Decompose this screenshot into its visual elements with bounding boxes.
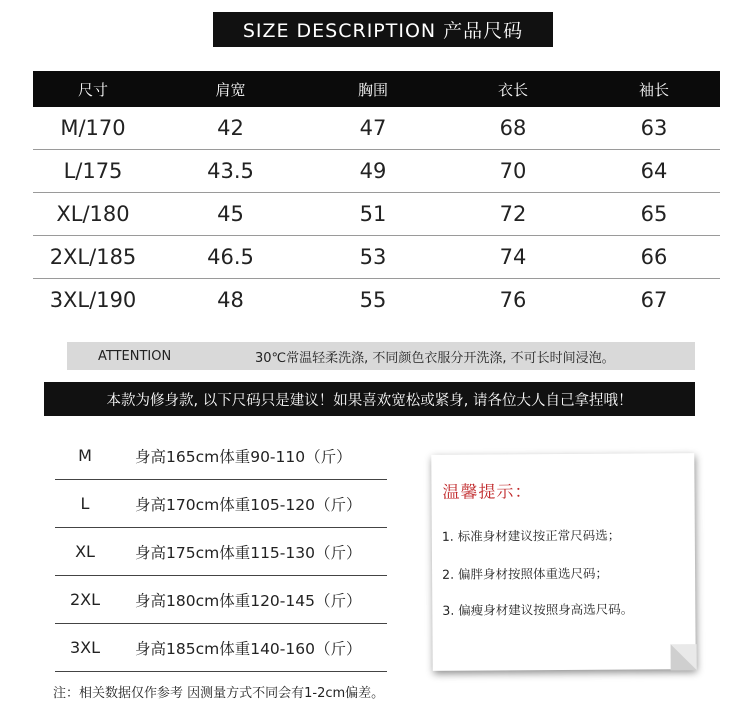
cell-length: 70 [499, 159, 527, 183]
cell-size: 2XL/185 [49, 245, 137, 269]
table-row [33, 279, 720, 321]
cell-size: M/170 [60, 116, 126, 140]
cell-chest: 53 [359, 245, 387, 269]
tips-title: 温馨提示： [442, 482, 533, 503]
header-chest: 胸围 [357, 80, 388, 99]
cell-chest: 55 [359, 288, 387, 312]
cell-sleeve: 66 [640, 245, 668, 269]
table-row [33, 107, 720, 150]
fit-size-desc: 身高170cm体重105-120（斤） [135, 495, 362, 514]
footnote: 注：相关数据仅作参考 因测量方式不同会有1-2cm偏差。 [53, 686, 385, 701]
list-item [55, 528, 387, 576]
cell-sleeve: 64 [640, 159, 668, 183]
list-item [55, 480, 387, 528]
header-sleeve: 袖长 [638, 80, 669, 99]
table-row [33, 236, 720, 279]
list-item [55, 576, 387, 624]
page-curl-decoration [671, 644, 697, 670]
size-table-header [33, 71, 720, 107]
fit-guide-list [55, 432, 387, 672]
tip-item: 1. 标准身材建议按正常尺码选； [441, 527, 621, 544]
cell-chest: 51 [359, 202, 387, 226]
fit-size-label: 2XL [69, 590, 101, 609]
cell-shoulder: 45 [217, 202, 244, 226]
header-length: 衣长 [497, 80, 528, 99]
table-row [33, 193, 720, 236]
list-item [55, 624, 387, 672]
fit-size-desc: 身高165cm体重90-110（斤） [135, 447, 352, 466]
cell-size: 3XL/190 [49, 288, 137, 312]
fit-size-label: L [80, 494, 90, 513]
fit-size-desc: 身高175cm体重115-130（斤） [135, 543, 362, 562]
attention-label: ATTENTION [98, 348, 172, 364]
tip-item: 3. 偏瘦身材建议按照身高选尺码。 [442, 601, 634, 618]
fit-size-label: XL [75, 542, 95, 561]
cell-sleeve: 63 [640, 116, 668, 140]
tips-card [431, 453, 696, 671]
cell-shoulder: 46.5 [207, 245, 254, 269]
cell-length: 76 [499, 288, 527, 312]
fit-size-label: 3XL [69, 638, 101, 657]
cell-shoulder: 43.5 [207, 159, 254, 183]
table-row [33, 150, 720, 193]
cell-sleeve: 67 [640, 288, 668, 312]
cell-length: 68 [499, 116, 527, 140]
cell-sleeve: 65 [640, 202, 668, 226]
page-title: SIZE DESCRIPTION 产品尺码 [213, 12, 553, 47]
fit-notice-bar: 本款为修身款, 以下尺码只是建议！如果喜欢宽松或紧身, 请各位大人自己拿捏哦！ [44, 382, 695, 416]
cell-length: 72 [499, 202, 527, 226]
size-table [33, 71, 720, 321]
cell-chest: 49 [359, 159, 387, 183]
cell-shoulder: 48 [217, 288, 244, 312]
fit-size-desc: 身高180cm体重120-145（斤） [135, 591, 362, 610]
attention-bar [67, 342, 695, 370]
fit-size-label: M [78, 446, 92, 465]
cell-shoulder: 42 [217, 116, 244, 140]
attention-text: 30℃常温轻柔洗涤, 不同颜色衣服分开洗涤, 不可长时间浸泡。 [255, 350, 615, 366]
cell-length: 74 [499, 245, 527, 269]
list-item [55, 432, 387, 480]
header-size: 尺寸 [77, 80, 108, 99]
cell-size: XL/180 [56, 202, 130, 226]
tip-item: 2. 偏胖身材按照体重选尺码； [442, 565, 609, 582]
header-shoulder: 肩宽 [215, 80, 246, 99]
fit-size-desc: 身高185cm体重140-160（斤） [135, 639, 362, 658]
cell-size: L/175 [63, 159, 123, 183]
cell-chest: 47 [359, 116, 387, 140]
